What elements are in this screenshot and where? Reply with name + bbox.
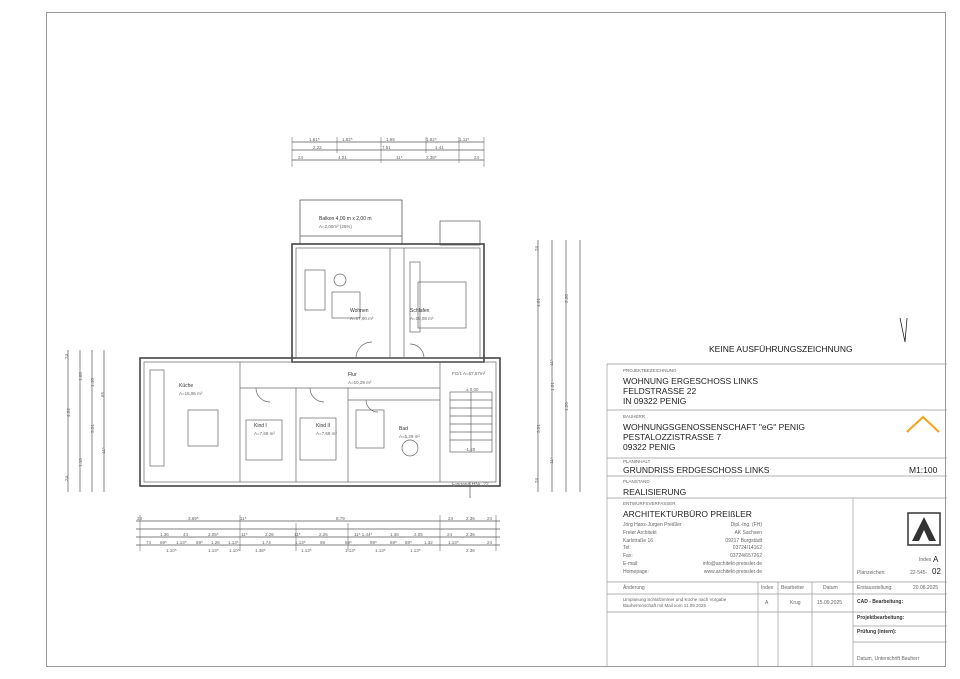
- dim-bottom-35: 24: [487, 540, 493, 545]
- dim-bottom-5: 24: [448, 516, 454, 521]
- dim-bottom-25: 1.13⁵: [228, 540, 239, 545]
- dim-bottom-1: 24: [137, 516, 143, 521]
- index-value: A: [933, 555, 939, 564]
- dim-top-10: 4.01: [338, 155, 347, 160]
- rev-head-date: Datum: [823, 585, 838, 591]
- index-label: Index: [919, 557, 932, 563]
- rev-1-text: [623, 597, 726, 608]
- dim-top-4: 1.82⁵: [426, 137, 437, 142]
- dim-top-7: 7.51: [382, 145, 391, 150]
- level-mark-zero: ± 0,00: [466, 387, 479, 392]
- status-value: REALISIERUNG: [623, 487, 687, 497]
- dim-right-2: 4.01: [535, 298, 541, 307]
- dim-bottom-44: 2.38: [466, 548, 475, 553]
- dim-left-7: 11⁵: [100, 447, 106, 454]
- dim-top-9: 24: [298, 155, 304, 160]
- dim-top-3: 1.99: [386, 137, 395, 142]
- dim-bottom-26: 1.74: [262, 540, 271, 545]
- rev-1-text-line-1: Umplanung Schlafzimmer und Küche nach Vorgabe: [623, 597, 727, 602]
- project-label: PROJEKTBEZEICHNUNG: [623, 368, 677, 373]
- house-logo-icon: [903, 412, 943, 450]
- contact-right: [696, 522, 762, 577]
- contact-fax-label: Fax:: [623, 553, 633, 560]
- dim-bottom-32: 88⁵: [405, 540, 412, 545]
- rev-1-editor: Krug: [790, 600, 801, 606]
- contact-email-label: E-mail:: [623, 560, 639, 567]
- plan-no-suffix: 02: [932, 567, 941, 576]
- room-name-wohnen: Wohnen: [350, 308, 369, 314]
- dim-bottom-11: 11⁵: [241, 532, 248, 537]
- plan-no: 22-545-: [910, 570, 928, 576]
- dim-bottom-30: 98⁵: [370, 540, 377, 545]
- project-line-2: FELDSTRASSE 22: [623, 386, 697, 396]
- client-line-3: 09322 PENIG: [623, 442, 676, 452]
- dim-bottom-24: 1.26: [211, 540, 220, 545]
- dim-bottom-16: 1.36: [390, 532, 399, 537]
- contact-street: Karlstraße 16: [623, 537, 654, 544]
- room-area-flur: A=10,29 m²: [348, 380, 372, 385]
- dim-bottom-7: 24: [487, 516, 493, 521]
- dim-right-8: 11⁵: [548, 457, 554, 464]
- room-name-flur: Flur: [348, 372, 357, 378]
- plan-no-label: Planzeichen:: [857, 570, 886, 576]
- contact-homepage-label: Homepage:: [623, 568, 649, 575]
- dim-bottom-17: 2.05: [414, 532, 423, 537]
- contact-city: 09217 Burgstädt: [725, 537, 762, 544]
- content-label: PLANINHALT: [623, 459, 651, 464]
- dim-bottom-42: 1.13⁵: [375, 548, 386, 553]
- architect-logo-icon: [907, 512, 941, 546]
- dim-bottom-37: 1.13⁵: [208, 548, 219, 553]
- entrance-label: Eingang HNr. 22: [452, 482, 489, 488]
- dim-bottom-43: 1.13⁵: [410, 548, 421, 553]
- dim-left-3: 1.10: [89, 378, 95, 387]
- stair-mark: FG/1 A=67,87m²: [452, 371, 486, 376]
- balcony-label: Balkon 4,00 m x 2,00 m: [319, 216, 372, 222]
- dim-right-1: 24: [534, 245, 540, 252]
- client-line-2: PESTALOZZISTRASSE 7: [623, 432, 722, 442]
- dim-bottom-13: 11⁵: [294, 532, 301, 537]
- dim-bottom-27: 1.13⁵: [295, 540, 306, 545]
- room-name-kind-2: Kind II: [316, 423, 331, 429]
- dim-bottom-6: 2.36: [466, 516, 475, 521]
- dim-bottom-23: 69⁵: [196, 540, 203, 545]
- contact-email: info@architekt-preissler.de: [702, 560, 762, 567]
- dim-bottom-4: 8.79: [336, 516, 345, 521]
- cad-label: CAD - Bearbeitung:: [857, 599, 904, 605]
- rev-head-index: Index: [761, 585, 774, 591]
- dim-left-5: 4.52: [65, 408, 71, 417]
- rev-head-editor: Bearbeiter: [781, 585, 805, 591]
- scale-value: M1:100: [909, 465, 938, 475]
- room-area-wohnen: A=17,90 m²: [350, 316, 374, 321]
- dim-bottom-20: 74: [146, 540, 152, 545]
- rev-1-date: 15.09.2025: [817, 600, 843, 606]
- room-area-kueche: A=16,95 m²: [179, 391, 203, 396]
- created-label: Erstausstellung:: [857, 585, 893, 591]
- dim-top-6: 2.22: [313, 145, 322, 150]
- dim-bottom-31: 69⁵: [390, 540, 397, 545]
- banner-no-execution-drawing: KEINE AUSFÜHRUNGSZEICHNUNG: [709, 344, 853, 354]
- dim-bottom-21: 69⁵: [160, 540, 167, 545]
- dim-bottom-3: 11⁵: [240, 516, 247, 521]
- contact-tel-label: Tel:: [623, 545, 631, 552]
- contact-fax: 03724/657262: [730, 553, 762, 560]
- created-date: 20.08.2025: [913, 585, 939, 591]
- dim-bottom-29: 69⁵: [345, 540, 352, 545]
- dim-bottom-10: 2.05⁵: [208, 532, 219, 537]
- dim-left-2: 1.66: [77, 372, 83, 381]
- dim-right-4: 11⁵: [548, 359, 554, 366]
- dim-bottom-18: 24: [447, 532, 453, 537]
- dim-bottom-22: 1.13⁵: [176, 540, 187, 545]
- contact-homepage: www.architekt-preissler.de: [703, 568, 762, 575]
- room-name-schlafen: Schlafen: [410, 308, 430, 314]
- wg-house-logo: [903, 412, 943, 450]
- dim-bottom-2: 3.69⁵: [188, 516, 199, 521]
- contact-chamber: AK Sachsen: [734, 529, 762, 536]
- architect-logo: [907, 512, 941, 546]
- dim-bottom-39: 1.38⁵: [255, 548, 266, 553]
- project-edit-label: Projektbearbeitung:: [857, 615, 905, 621]
- room-name-bad: Bad: [399, 426, 408, 432]
- rev-head-change: Änderung: [623, 585, 645, 591]
- rev-1-index: A: [765, 600, 769, 606]
- dim-left-6: 3.51: [89, 424, 95, 433]
- dim-right-6: 1.20: [563, 402, 569, 411]
- project-line-1: WOHNUNG ERGESCHOSS LINKS: [623, 376, 759, 386]
- contact-tel: 03724/14162: [732, 545, 762, 552]
- room-area-kind-1: A=7,68 m²: [254, 431, 275, 436]
- dim-left-9: 24: [64, 475, 70, 482]
- dim-bottom-33: 1.32: [424, 540, 433, 545]
- rev-1-text-line-2: Bauherrenschaft mit Mail vom 11.09.2025: [623, 602, 706, 608]
- contact-left: [623, 522, 682, 577]
- room-area-bad: A=5,29 m²: [399, 434, 420, 439]
- dim-top-8: 1.41: [435, 145, 444, 150]
- dim-top-13: 24: [474, 155, 480, 160]
- room-name-kueche: Küche: [179, 383, 194, 389]
- status-label: PLANSTAND: [623, 479, 650, 484]
- content-value: GRUNDRISS ERDGESCHOSS LINKS: [623, 465, 770, 475]
- dim-right-3: 2.20: [563, 294, 569, 303]
- dim-bottom-12: 2.26: [265, 532, 274, 537]
- dim-bottom-8: 1.36: [160, 532, 169, 537]
- balcony-area: A=2,00m² (25%): [319, 224, 352, 229]
- dim-bottom-9: 44: [183, 532, 189, 537]
- dim-top-1: 1.61⁵: [309, 137, 320, 142]
- dim-top-12: 2.38⁵: [426, 155, 437, 160]
- dim-bottom-34: 1.13⁵: [448, 540, 459, 545]
- contact-name: Jörg Hans-Jürgen Preißler: [623, 522, 682, 528]
- author-label: ENTWURFSVERFASSER: [623, 501, 676, 506]
- dim-top-11: 11⁵: [396, 155, 403, 160]
- contact-degree: Dipl.-Ing. (FH): [730, 522, 762, 528]
- dim-top-2: 1.82⁵: [342, 137, 353, 142]
- office-name: ARCHITEKTURBÜRO PREIßLER: [623, 509, 752, 519]
- dim-right-7: 3.51: [535, 424, 541, 433]
- project-line-3: IN 09322 PENIG: [623, 396, 687, 406]
- check-label: Prüfung (intern):: [857, 629, 897, 635]
- dim-bottom-14: 2.26: [319, 532, 328, 537]
- dim-right-5: 1.51: [549, 382, 555, 391]
- dim-bottom-28: 99: [320, 540, 326, 545]
- dim-right-9: 24: [534, 477, 540, 484]
- room-name-kind-1: Kind I: [254, 423, 267, 429]
- level-mark-minus: -1,20: [465, 447, 476, 452]
- signature-label: Datum, Unterschrift Bauherr: [857, 656, 920, 662]
- client-line-1: WOHNUNGSGENOSSENSCHAFT "eG" PENIG: [623, 422, 806, 432]
- dim-bottom-36: 1.10⁵: [166, 548, 177, 553]
- dim-left-8: 1.10: [77, 458, 83, 467]
- dim-bottom-15: 11⁵ 1.44⁵: [354, 532, 373, 537]
- dim-bottom-19: 2.36: [466, 532, 475, 537]
- dim-left-4: 65: [100, 391, 106, 398]
- dim-top-5: 1.11⁵: [459, 137, 470, 142]
- client-label: BAUHERR: [623, 414, 646, 419]
- room-area-kind-2: A=7,69 m²: [316, 431, 337, 436]
- dim-left-1: 24: [64, 353, 70, 360]
- dim-bottom-38: 1.10⁵: [229, 548, 240, 553]
- dim-bottom-41: 1.13⁵: [345, 548, 356, 553]
- dim-bottom-40: 1.13⁵: [301, 548, 312, 553]
- room-area-schlafen: A=15,08 m²: [410, 316, 434, 321]
- contact-title: Freier Architekt: [623, 529, 657, 536]
